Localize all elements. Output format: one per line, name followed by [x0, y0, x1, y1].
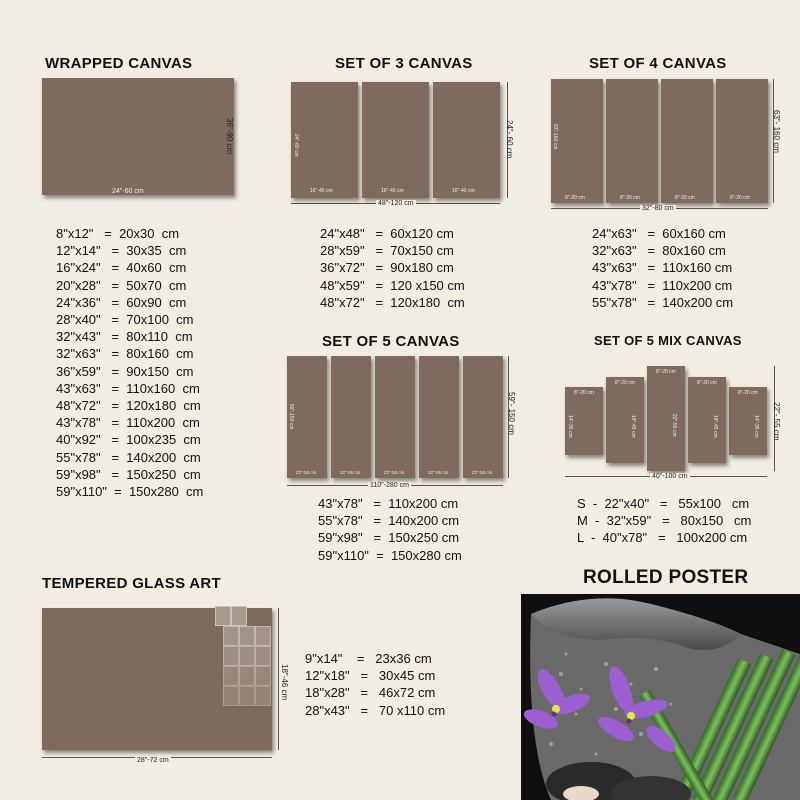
wrapped-canvas-title: WRAPPED CANVAS	[45, 55, 193, 72]
rolled-poster-image	[521, 594, 800, 800]
set3-panel-height-label: 24"-60 cm	[293, 134, 299, 157]
size-row: 24"x63" = 60x160 cm	[592, 226, 726, 241]
size-row: 59"x110" = 150x280 cm	[318, 547, 462, 563]
size-row: 32"x43" = 80x110 cm	[56, 329, 193, 345]
size-row: 59"x98" = 150x250 cm	[56, 466, 201, 482]
glass-reflection-tile	[239, 646, 255, 666]
set5mix-panel-1	[565, 387, 603, 455]
set5-panel-2	[331, 356, 371, 478]
size-row: S - 22"x40" = 55x100 cm	[577, 496, 750, 511]
size-row: 12"x18" = 30x45 cm	[305, 668, 436, 684]
glass-size-list	[305, 650, 445, 719]
set3-panel-label: 16"-40 cm	[381, 188, 404, 194]
set5mix-panel-2	[606, 377, 644, 463]
size-row: 48"x72" = 120x180 cm	[320, 294, 465, 310]
size-row: 12"x14" = 30x35 cm	[56, 243, 187, 259]
glass-reflection-tile	[255, 686, 271, 706]
set4-panel-label: 8"-20 cm	[620, 195, 640, 201]
set3-panel-label: 16"-40 cm	[452, 188, 475, 194]
set5mix-panel-label: 8"-20 cm	[656, 369, 676, 375]
glass-reflection-tile	[239, 666, 255, 686]
glass-reflection-tile	[223, 626, 239, 646]
size-row: 59"x98" = 150x250 cm	[318, 530, 460, 546]
set3-panel-2	[362, 82, 429, 198]
size-row: 55"x78" = 140x200 cm	[318, 513, 460, 529]
size-row: 43"x78" = 110x200 cm	[318, 496, 459, 511]
size-row: 24"x48" = 60x120 cm	[320, 226, 454, 241]
size-row: 55"x78" = 140x200 cm	[592, 294, 734, 310]
size-row: 24"x36" = 60x90 cm	[56, 294, 187, 310]
set5mix-width-label: 40"-100 cm	[652, 473, 688, 480]
size-row: 43"x78" = 110x200 cm	[56, 415, 200, 431]
size-row: 48"x72" = 120x180 cm	[56, 398, 201, 414]
set5-panel-label: 22"-56 cm	[296, 470, 317, 475]
glass-height-line	[278, 608, 279, 750]
size-row: 36"x72" = 90x180 cm	[320, 260, 454, 276]
set4-title: SET OF 4 CANVAS	[589, 55, 727, 72]
set5mix-size-list	[577, 495, 751, 547]
set5mix-panel-label: 8"-20 cm	[574, 390, 594, 396]
set5-panel-5	[463, 356, 503, 478]
set3-panel-1	[291, 82, 358, 198]
glass-reflection-tile	[255, 626, 271, 646]
set5mix-panel-height-label: 14"-35 cm	[567, 415, 573, 438]
size-row: 36"x59" = 90x150 cm	[56, 363, 194, 379]
set4-panel-4	[716, 79, 768, 203]
set5mix-title: SET OF 5 MIX CANVAS	[594, 333, 742, 348]
wrapped-size-list	[56, 225, 203, 500]
set3-panel-label: 16"-40 cm	[310, 188, 333, 194]
size-row: 32"x63" = 80x160 cm	[56, 346, 194, 362]
wrapped-canvas-panel	[42, 78, 234, 195]
glass-width-label: 28"-72 cm	[137, 757, 169, 764]
size-row: 55"x78" = 140x200 cm	[56, 449, 201, 465]
glass-reflection-tile	[231, 606, 247, 626]
set5-panel-3	[375, 356, 415, 478]
wrapped-height-label: 36"-90 cm	[225, 118, 234, 155]
set4-panel-1	[551, 79, 603, 203]
size-row: 43"x63" = 110x160 cm	[56, 380, 200, 396]
set5mix-panel-height-label: 14"-35 cm	[753, 415, 759, 438]
set5-panel-label: 22"-56 cm	[340, 470, 361, 475]
set4-width-label: 32"-80 cm	[642, 205, 674, 212]
poster-title: ROLLED POSTER	[583, 567, 749, 588]
set5mix-panel-height-label: 18"-45 cm	[712, 415, 718, 438]
glass-height-label: 18"-46 cm	[280, 664, 289, 701]
set5mix-panel-label: 8"-20 cm	[697, 380, 717, 386]
set5mix-panel-3	[647, 366, 685, 471]
size-row: 32"x63" = 80x160 cm	[592, 243, 726, 259]
glass-reflection-tile	[223, 646, 239, 666]
size-row: 28"x40" = 70x100 cm	[56, 312, 194, 328]
size-row: 16"x24" = 40x60 cm	[56, 260, 187, 276]
size-row: 48"x59" = 120 x150 cm	[320, 277, 465, 293]
glass-panel	[42, 608, 272, 750]
set4-size-list	[592, 225, 733, 311]
set3-title: SET OF 3 CANVAS	[335, 55, 473, 72]
size-row: 18"x28" = 46x72 cm	[305, 685, 436, 701]
set5-height-label: 59"- 150 cm	[507, 392, 516, 435]
set5mix-panel-height-label: 18"-45 cm	[630, 415, 636, 438]
glass-reflection-tile	[239, 686, 255, 706]
set4-panel-label: 8"-20 cm	[730, 195, 750, 201]
glass-reflection-tile	[239, 626, 255, 646]
wrapped-width-label: 24"-60 cm	[112, 188, 144, 195]
set5-panel-label: 22"-56 cm	[472, 470, 493, 475]
set5-panel-1	[287, 356, 327, 478]
set4-height-label: 63"- 160 cm	[772, 110, 781, 153]
size-row: 43"x63" = 110x160 cm	[592, 260, 733, 276]
set4-panel-2	[606, 79, 658, 203]
set3-panel-3	[433, 82, 500, 198]
set5mix-panel-5	[729, 387, 767, 455]
glass-reflection-tile	[223, 686, 239, 706]
glass-reflection-tile	[215, 606, 231, 626]
size-row: L - 40"x78" = 100x200 cm	[577, 530, 748, 546]
size-row: M - 32"x59" = 80x150 cm	[577, 513, 752, 529]
set4-panel-label: 8"-20 cm	[675, 195, 695, 201]
set5mix-height-label: 22"- 55 cm	[772, 402, 781, 441]
size-row: 9"x14" = 23x36 cm	[305, 651, 432, 666]
glass-title: TEMPERED GLASS ART	[42, 575, 222, 592]
set5mix-panel-label: 8"-20 cm	[738, 390, 758, 396]
glass-reflection-tile	[255, 646, 271, 666]
set3-width-label: 48"-120 cm	[378, 200, 414, 207]
set5mix-panel-height-label: 22"-55 cm	[671, 414, 677, 437]
set4-panel-3	[661, 79, 713, 203]
set5mix-panel-4	[688, 377, 726, 463]
set5-panel-label: 22"-56 cm	[428, 470, 449, 475]
size-row: 59"x110" = 150x280 cm	[56, 484, 204, 500]
set3-size-list	[320, 225, 465, 311]
size-row: 43"x78" = 110x200 cm	[592, 277, 733, 293]
set5-title: SET OF 5 CANVAS	[322, 333, 460, 350]
set4-panel-height-label: 63"-160 cm	[552, 124, 558, 150]
size-row: 8"x12" = 20x30 cm	[56, 226, 180, 241]
size-row: 40"x92" = 100x235 cm	[56, 432, 201, 448]
size-row: 20"x28" = 50x70 cm	[56, 277, 187, 293]
glass-reflection-tile	[255, 666, 271, 686]
set5-panel-4	[419, 356, 459, 478]
size-row: 28"x59" = 70x150 cm	[320, 243, 454, 259]
set5-width-label: 110"-280 cm	[370, 482, 409, 489]
set5-size-list	[318, 495, 462, 564]
glass-reflection-tile	[223, 666, 239, 686]
set5mix-panel-label: 8"-20 cm	[615, 380, 635, 386]
set4-panel-label: 8"-20 cm	[565, 195, 585, 201]
size-row: 28"x43" = 70 x110 cm	[305, 702, 446, 718]
set3-height-label: 24"- 60 cm	[505, 120, 514, 159]
set5-panel-label: 22"-56 cm	[384, 470, 405, 475]
set5-panel-height-label: 59"-150 cm	[288, 404, 294, 430]
